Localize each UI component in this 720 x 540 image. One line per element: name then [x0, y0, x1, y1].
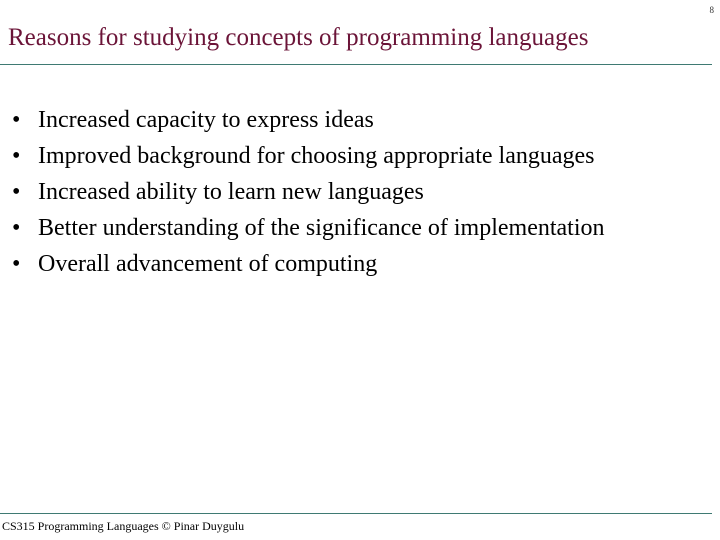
bullet-text: Better understanding of the significance of implementation [38, 215, 605, 241]
bullet-dot-icon: • [12, 251, 21, 277]
bullet-dot-icon: • [12, 107, 21, 133]
slide-title: Reasons for studying concepts of programming languages [8, 24, 589, 51]
footer-text: CS315 Programming Languages © Pinar Duygulu [2, 519, 245, 533]
bullet-item [12, 106, 652, 134]
bullet-list [12, 106, 652, 286]
bullet-dot-icon: • [12, 215, 21, 241]
bullet-item [12, 250, 652, 278]
bullet-item [12, 142, 652, 170]
slide-number: 8 [709, 5, 714, 15]
bullet-text: Overall advancement of computing [38, 251, 378, 277]
bullet-text: Increased ability to learn new languages [38, 179, 424, 205]
bullet-dot-icon: • [12, 143, 21, 169]
title-divider [0, 64, 712, 65]
bullet-item [12, 178, 652, 206]
bullet-dot-icon: • [12, 179, 21, 205]
bullet-text: Increased capacity to express ideas [38, 107, 374, 133]
bullet-item [12, 214, 652, 242]
bullet-text: Improved background for choosing appropriate languages [38, 143, 595, 169]
footer-divider [0, 513, 712, 514]
